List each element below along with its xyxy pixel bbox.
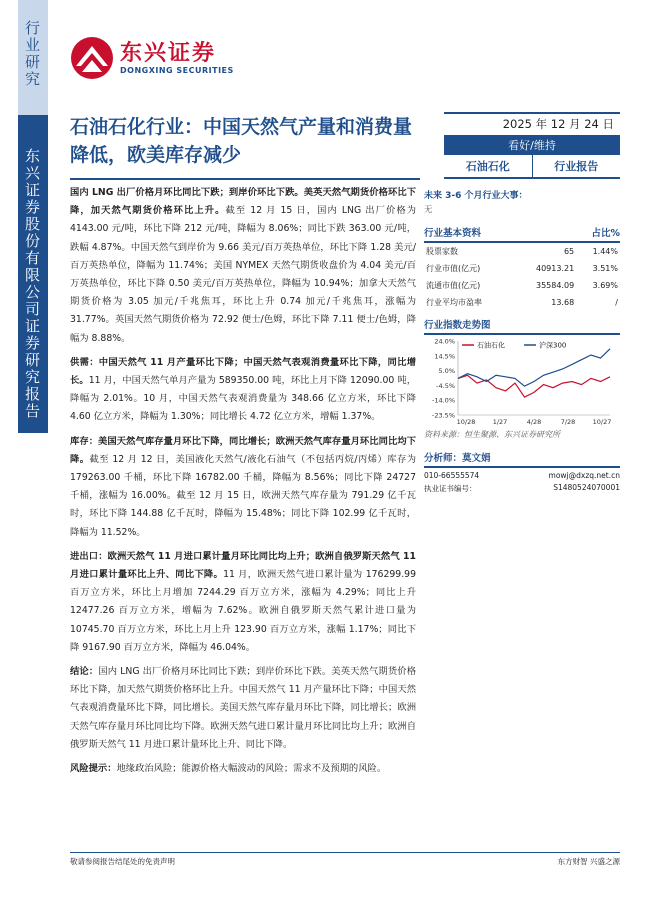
index-trend-chart	[424, 335, 620, 427]
basics-label: 股票家数	[426, 247, 458, 256]
basics-pct: 3.51%	[592, 264, 618, 273]
paragraph-text: 截至 12 月 15 日，国内 LNG 出厂价格为 4143.00 元/吨，环比下降 212 元/吨，降幅为 8.06%；同比下跌 363.00 元/吨，跌幅 4.87%。中国天然气到岸价为 9.66 美元/百万英热单位，环比下降 1.28 美元/百万英热单位，降幅为 11.74%；美国 NYMEX 天然气期货收盘价为 4.04 美元/百万英热单位，环比下降 0.50 美元/百万英热单位，降幅为 10.94%；加拿大天然气期货价格为 3.05 加元/千兆焦耳，环比上升 0.74 加元/千兆焦耳，涨幅为 31.77%。英国天然气期货价格为 72.92 便士/色姆，环比下降 7.11 便士/色姆，降幅为 8.88%。	[70, 205, 416, 344]
basics-label: 行业市值(亿元)	[426, 264, 481, 273]
basics-value: 13.68	[551, 298, 575, 307]
basics-value: 40913.21	[535, 264, 575, 273]
basics-pct: /	[615, 298, 618, 307]
logo-en-text: DONGXING SECURITIES	[120, 65, 234, 75]
y-tick-label: 14.5%	[434, 352, 455, 361]
analyst-block	[424, 450, 620, 494]
chart-svg	[424, 335, 620, 427]
report-type-tag: 行业报告	[554, 160, 599, 173]
chart-source: 资料来源：恒生聚源、东兴证券研究所	[424, 430, 560, 439]
analyst-name: 分析师：莫文娟	[424, 450, 620, 468]
company-logo	[70, 36, 234, 80]
body-paragraph	[70, 354, 416, 427]
paragraph-text: 地缘政治风险；能源价格大幅波动的风险；需求不及预期的风险。	[116, 763, 387, 775]
paragraph-text: 截至 12 月 12 日，美国液化天然气/液化石油气（不包括丙烷/丙烯）库存为 179263.00 千桶，环比下降 16782.00 千桶，降幅为 8.56%；同比下降 24727 千桶，涨幅为 16.00%。截至 12 月 15 日，欧洲天然气库存量为 791.29 亿千瓦时，环比下降 144.88 亿千瓦时，降幅为 15.48%；同比下降 102.99 亿千瓦时，降幅为 11.52%。	[70, 453, 416, 538]
basics-header	[424, 219, 620, 243]
basics-label: 行业平均市盈率	[426, 298, 482, 307]
report-meta-box	[444, 112, 620, 179]
paragraph-lead: 库存：美国天然气库存量月环比下降，同比增长；欧洲天然气库存量月环比同比均下降。	[70, 435, 416, 465]
paragraph-lead: 风险提示：	[70, 763, 117, 775]
paragraph-text: 11 月，欧洲天然气进口累计量为 176299.99 百万立方米，环比上月增加 7244.29 百万立方米，涨幅为 4.29%；同比上升 12477.26 百万立方米，增幅为 7.62%。欧洲自俄罗斯天然气累计进口量为 10745.70 百万立方米，环比上月上升 123.90 百万立方米，涨幅 1.17%；同比下降 9167.90 百万立方米，降幅为 46.04%。	[70, 569, 416, 653]
logo-mark-icon	[70, 36, 114, 80]
cert-number: S1480524070001	[553, 483, 620, 492]
body-paragraph	[70, 548, 416, 657]
analyst-email: mowj@dxzq.net.cn	[548, 471, 620, 480]
body-paragraph	[70, 184, 416, 348]
basics-table	[424, 243, 620, 311]
y-tick-label: 24.0%	[434, 337, 455, 346]
paragraph-text: 国内 LNG 出厂价格月环比同比下跌；到岸价环比下跌。美英天然气期货价格环比下降，加天然气期货价格环比上升。中国天然气 11 月产量环比下降；中国天然气表观消费量环比下降，同比增长。美国天然气库存量月环比下降，同比增长；欧洲天然气库存量月环比同比均下降。欧洲天然气进口累计量月环比同比均上升；欧洲自俄罗斯天然气 11 月进口累计量环比上升、同比下降。	[70, 666, 416, 750]
table-row	[424, 260, 620, 277]
legend-label: 沪深300	[539, 341, 567, 350]
basics-value: 65	[563, 247, 575, 256]
x-tick-label: 1/27	[492, 418, 508, 426]
logo-cn-text: 东兴证券	[120, 40, 217, 66]
basics-pct-header: 占比%	[591, 228, 620, 239]
x-tick-label: 4/28	[526, 418, 542, 426]
events-value: 无	[424, 205, 433, 215]
basics-title: 行业基本资料	[424, 228, 482, 239]
table-row	[424, 243, 620, 260]
events-title: 未来 3-6 个月行业大事：	[424, 191, 528, 201]
x-tick-label: 10/28	[456, 418, 476, 426]
basics-pct: 1.44%	[592, 247, 618, 256]
y-tick-label: 5.0%	[438, 367, 455, 376]
paragraph-lead: 国内 LNG 出厂价格月环比同比下跌；到岸价环比下跌。美英天然气期货价格环比下降，加天然气期货价格环比上升。	[70, 187, 416, 217]
rating-badge: 看好/维持	[444, 135, 620, 155]
report-title: 石油石化行业：中国天然气产量和消费量降低，欧美库存减少	[70, 116, 413, 166]
footer-disclaimer: 敬请参阅报告结尾处的免责声明	[70, 857, 175, 866]
trend-header	[424, 311, 620, 335]
sidebar-top-label: 行业研究	[23, 20, 41, 88]
paragraph-text: 11 月，中国天然气单月产量为 589350.00 吨，环比上月下降 12090.00 吨，降幅为 2.01%。10 月，中国天然气表观消费量为 348.66 亿立方米，环比下降 4.60 亿立方米，降幅为 1.30%；同比增长 4.72 亿立方米，增幅 1.37%。	[70, 375, 416, 423]
page-footer	[70, 852, 620, 867]
industry-tag: 石油石化	[444, 155, 533, 177]
body-paragraph	[70, 760, 416, 778]
y-tick-label: -23.5%	[432, 411, 455, 420]
paragraph-lead: 进出口：欧洲天然气 11 月进口累计量月环比同比均上升；欧洲自俄罗斯天然气 11 月进口累计量环比上升、同比下降。	[70, 550, 416, 581]
table-row	[424, 294, 620, 311]
y-tick-label: -4.5%	[436, 381, 455, 390]
basics-label: 流通市值(亿元)	[426, 281, 481, 290]
sidebar	[0, 0, 48, 898]
x-tick-label: 10/27	[592, 418, 612, 426]
paragraph-lead: 供需：中国天然气 11 月产量环比下降；中国天然气表观消费量环比下降，同比增长。	[70, 356, 416, 387]
analyst-phone: 010-66555574	[424, 471, 480, 480]
info-column	[424, 188, 620, 494]
paragraph-lead: 结论：	[70, 666, 99, 678]
table-row	[424, 277, 620, 294]
title-divider	[70, 178, 420, 180]
body-paragraph	[70, 663, 416, 754]
legend-label: 石油石化	[477, 341, 505, 350]
body-paragraph	[70, 433, 416, 542]
y-tick-label: -14.0%	[432, 396, 455, 405]
basics-pct: 3.69%	[592, 281, 618, 290]
cert-label: 执业证书编号：	[424, 484, 477, 493]
report-body	[70, 184, 416, 784]
footer-slogan: 东方财智 兴盛之源	[557, 857, 620, 866]
basics-value: 35584.09	[535, 281, 575, 290]
trend-title: 行业指数走势图	[424, 320, 491, 331]
sidebar-main-label: 东兴证券股份有限公司证券研究报告	[23, 148, 41, 420]
x-tick-label: 7/28	[560, 418, 576, 426]
report-date: 2025 年 12 月 24 日	[444, 112, 620, 135]
